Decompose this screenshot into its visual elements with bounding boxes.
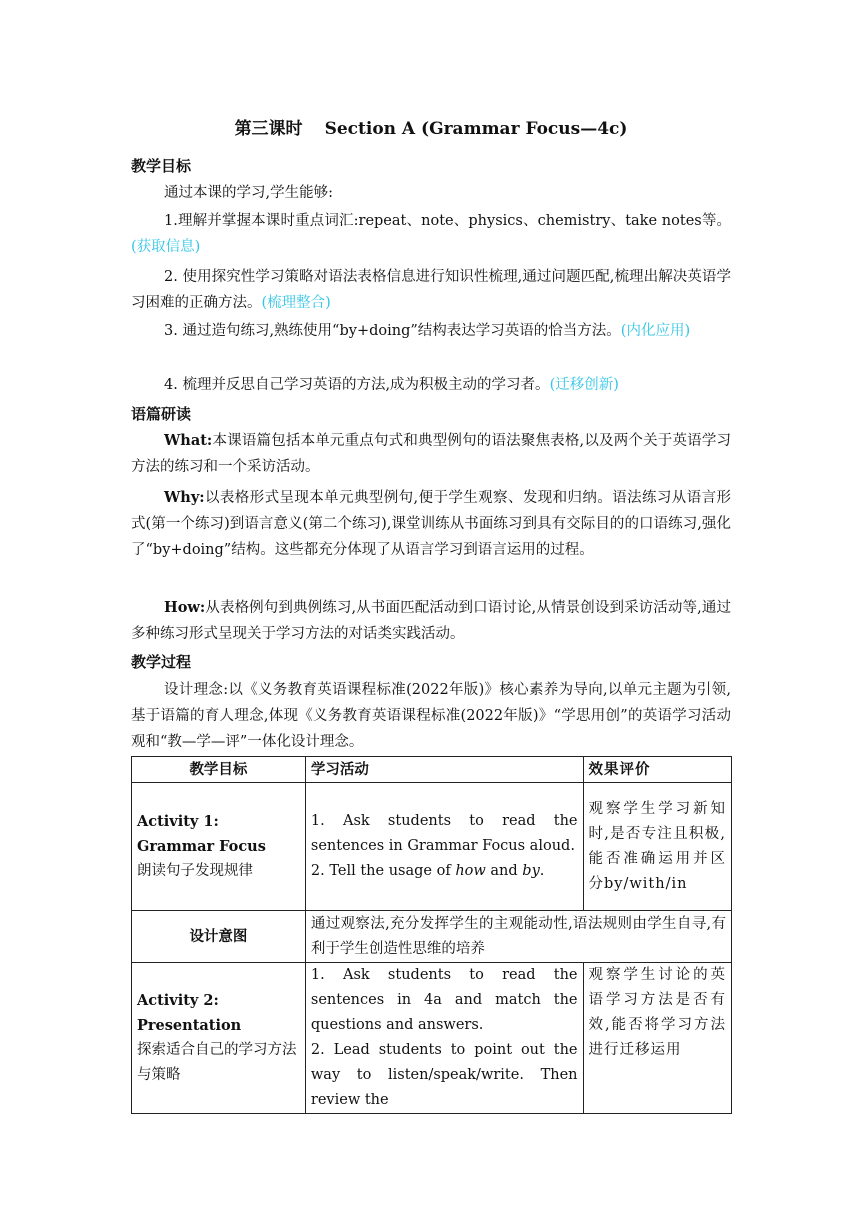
why-paragraph: Why:以表格形式呈现本单元典型例句,便于学生观察、发现和归纳。语法练习从语言形式(第一个练习)到语言意义(第二个练习),课堂训练从书面练习到具有交际目的的口语练习,强化了“by+doing”结构。这些都充分体现了从语言学习到语言运用的过程。 <box>131 489 731 558</box>
goal-tag-2: (梳理整合) <box>261 295 331 311</box>
goal-tag-1: (获取信息) <box>131 239 201 255</box>
goal-item-4: 4. 梳理并反思自己学习英语的方法,成为积极主动的学习者。(迁移创新) <box>164 377 619 393</box>
goal-item-1: 1.理解并掌握本课时重点词汇:repeat、note、physics、chemistry、take notes等。(获取信息) <box>131 213 731 255</box>
intent-text: 通过观察法,充分发挥学生的主观能动性,语法规则由学生自寻,有利于学生创造性思维的培养 <box>305 911 731 963</box>
reading-heading: 语篇研读 <box>131 405 192 423</box>
what-paragraph: What:本课语篇包括本单元重点句式和典型例句的语法聚焦表格,以及两个关于英语学习方法的练习和一个采访活动。 <box>131 432 731 475</box>
goal-item-3: 3. 通过造句练习,熟练使用“by+doing”结构表达学习英语的恰当方法。(内化应用) <box>164 323 691 339</box>
activity-1-evaluation: 观察学生学习新知时,是否专注且积极,能否准确运用并区分by/with/in <box>583 783 731 911</box>
page-title <box>131 114 731 139</box>
intent-label: 设计意图 <box>132 911 306 963</box>
goals-heading: 教学目标 <box>131 157 192 175</box>
header-evaluation: 效果评价 <box>583 757 731 783</box>
section-label: Section A (Grammar Focus—4c) <box>324 119 628 139</box>
lesson-table <box>131 756 732 1114</box>
activity-1-steps: 1. Ask students to read the sentences in Grammar Focus aloud. 2. Tell the usage of how and by. <box>305 783 583 911</box>
table-row-activity-1 <box>132 783 732 911</box>
goal-tag-4: (迁移创新) <box>549 377 619 393</box>
activity-1-goal: Activity 1: Grammar Focus 朗读句子发现规律 <box>132 783 306 911</box>
goal-item-2: 2. 使用探究性学习策略对语法表格信息进行知识性梳理,通过问题匹配,梳理出解决英语学习困难的正确方法。(梳理整合) <box>131 269 731 311</box>
goal-tag-3: (内化应用) <box>620 323 691 339</box>
table-row-activity-2 <box>132 963 732 1114</box>
header-activity: 学习活动 <box>305 757 583 783</box>
table-row-intent <box>132 911 732 963</box>
design-concept: 设计理念:以《义务教育英语课程标准(2022年版)》核心素养为导向,以单元主题为引领,基于语篇的育人理念,体现《义务教育英语课程标准(2022年版)》“学思用创”的英语学习活动观和“教—学—评”一体化设计理念。 <box>131 682 731 750</box>
activity-2-evaluation: 观察学生讨论的英语学习方法是否有效,能否将学习方法进行迁移运用 <box>583 963 731 1114</box>
activity-2-goal: Activity 2: Presentation 探索适合自己的学习方法与策略 <box>132 963 306 1114</box>
table-header-row <box>132 757 732 783</box>
how-paragraph: How:从表格例句到典例练习,从书面匹配活动到口语讨论,从情景创设到采访活动等,通过多种练习形式呈现关于学习方法的对话类实践活动。 <box>131 599 731 642</box>
process-heading: 教学过程 <box>131 653 192 671</box>
goals-intro: 通过本课的学习,学生能够: <box>164 185 333 201</box>
header-goal: 教学目标 <box>132 757 306 783</box>
lesson-label: 第三课时 <box>234 119 303 139</box>
activity-2-steps: 1. Ask students to read the sentences in 4a and match the questions and answers. 2. Lead students to point out the way to listen/speak/write. Then review the <box>305 963 583 1114</box>
